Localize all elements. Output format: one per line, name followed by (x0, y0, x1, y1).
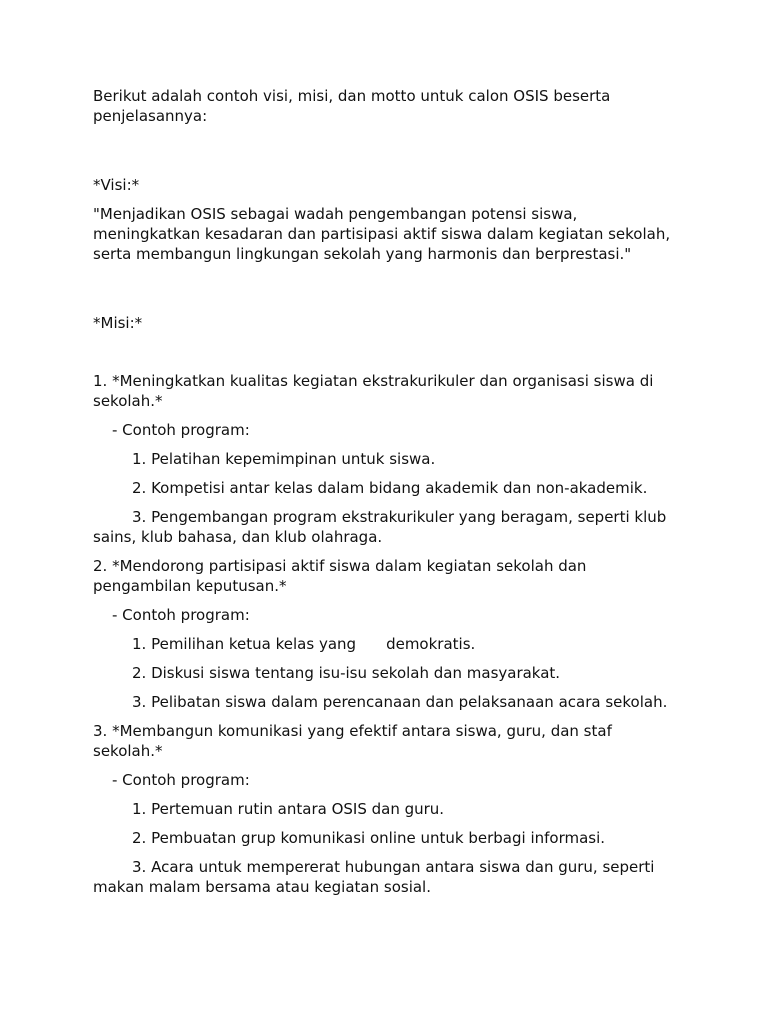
program-item: 1. Pertemuan rutin antara OSIS dan guru. (132, 800, 445, 818)
program-item (93, 634, 683, 654)
program-item: 3. Pengembangan program ekstrakurikuler yang beragam, seperti klub sains, klub bahasa, dan klub olahraga. (93, 508, 672, 546)
program-label: - Contoh program: (112, 771, 250, 789)
intro-paragraph: Berikut adalah contoh visi, misi, dan motto untuk calon OSIS beserta penjelasannya: (93, 87, 616, 125)
visi-heading: *Visi:* (93, 176, 140, 194)
program-label: - Contoh program: (112, 421, 250, 439)
program-item: 3. Pelibatan siswa dalam perencanaan dan pelaksanaan acara sekolah. (132, 693, 668, 711)
misi-item-title: 1. *Meningkatkan kualitas kegiatan ekstrakurikuler dan organisasi siswa di sekolah.* (93, 372, 659, 410)
misi-heading: *Misi:* (93, 314, 143, 332)
program-item: 3. Acara untuk mempererat hubungan antara siswa dan guru, seperti makan malam bersama atau kegiatan sosial. (93, 858, 660, 896)
program-item: 1. Pelatihan kepemimpinan untuk siswa. (132, 450, 436, 468)
program-label: - Contoh program: (112, 606, 250, 624)
program-item-tail: demokratis. (386, 635, 476, 653)
program-item-text: 1. Pemilihan ketua kelas yang (132, 635, 357, 653)
visi-text: "Menjadikan OSIS sebagai wadah pengembangan potensi siswa, meningkatkan kesadaran dan partisipasi aktif siswa dalam kegiatan sekolah, serta membangun lingkungan sekolah yang harmonis dan berprestasi." (93, 205, 675, 263)
program-item: 2. Kompetisi antar kelas dalam bidang akademik dan non-akademik. (132, 479, 648, 497)
program-item: 2. Pembuatan grup komunikasi online untuk berbagi informasi. (132, 829, 606, 847)
misi-item-title: 2. *Mendorong partisipasi aktif siswa dalam kegiatan sekolah dan pengambilan keputusan.* (93, 557, 592, 595)
misi-item-title: 3. *Membangun komunikasi yang efektif antara siswa, guru, dan staf sekolah.* (93, 722, 617, 760)
document-body (93, 86, 683, 906)
program-item: 2. Diskusi siswa tentang isu-isu sekolah dan masyarakat. (132, 664, 561, 682)
